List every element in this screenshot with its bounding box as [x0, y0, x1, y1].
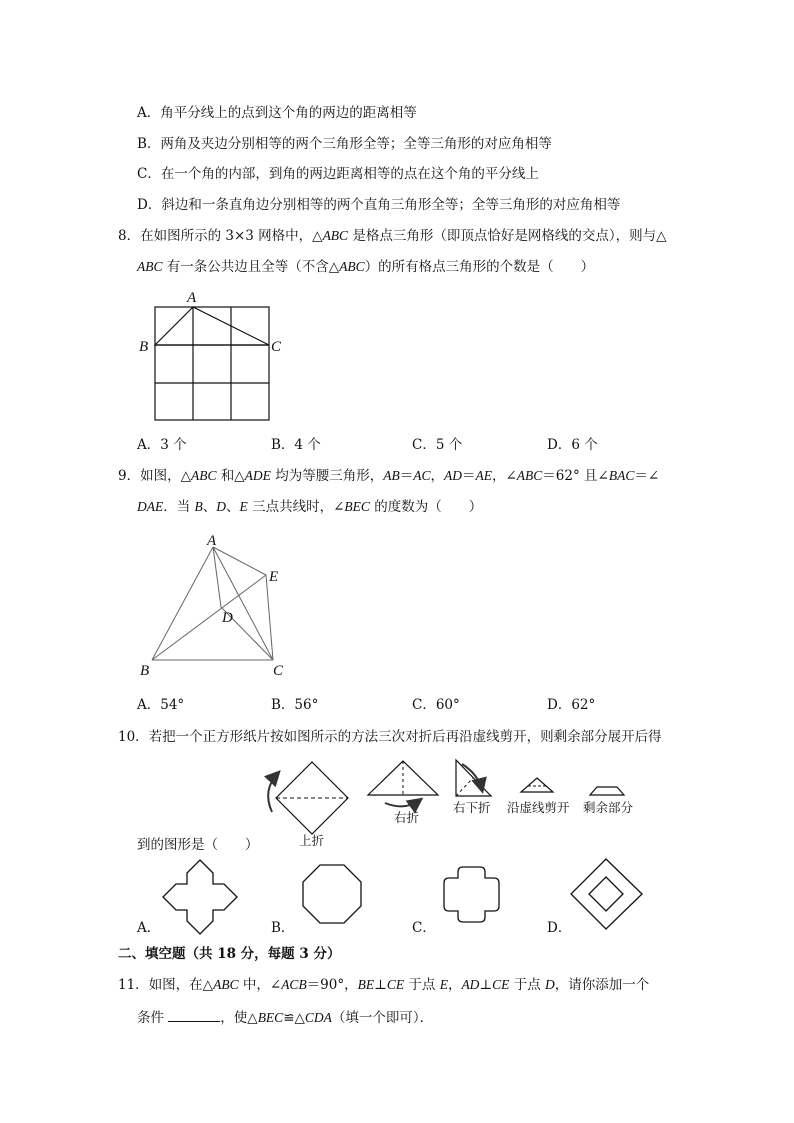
- remaining-label: 剩余部分: [583, 800, 634, 815]
- label-b: B: [139, 339, 149, 355]
- label-b: B: [140, 663, 150, 679]
- q7-option-a: A．角平分线上的点到这个角的两边的距离相等: [137, 105, 417, 121]
- fold-lower-right-label: 右下折: [453, 800, 491, 815]
- section-2-title: 二、填空题（共 18 分，每题 3 分）: [118, 946, 341, 962]
- q8-option-b: B．4 个: [271, 437, 321, 453]
- q8-option-d: D．6 个: [547, 437, 598, 453]
- fold-up-label: 上折: [299, 833, 325, 848]
- q8-stem-line2: ABC 有一条公共边且全等（不含△ABC）的所有格点三角形的个数是（ ）: [137, 259, 595, 275]
- label-e: E: [269, 569, 279, 585]
- option-a-shape: [163, 860, 237, 934]
- q8-option-c: C．5 个: [412, 437, 463, 453]
- answer-blank[interactable]: [168, 1008, 220, 1022]
- q9-option-b: B．56°: [271, 697, 319, 713]
- option-c-shape: [444, 867, 499, 922]
- q8-option-a: A．3 个: [137, 437, 187, 453]
- q10-option-d: D．: [547, 920, 572, 936]
- option-d-shape-outer: [571, 859, 642, 929]
- q11-stem-line1: 11．如图，在△ABC 中，∠ACB＝90°，BE⊥CE 于点 E，AD⊥CE 于点 D，请你添加一个: [118, 977, 650, 993]
- q9-option-c: C．60°: [412, 697, 460, 713]
- q7-option-d: D．斜边和一条直角边分别相等的两个直角三角形全等；全等三角形的对应角相等: [137, 197, 621, 213]
- option-b-shape: [303, 865, 361, 923]
- q8-stem-line1: 8．在如图所示的 3×3 网格中，△ABC 是格点三角形（即顶点恰好是网格线的交点），则与△: [118, 228, 667, 244]
- label-c: C: [273, 663, 284, 679]
- q10-stem-line1: 10．若把一个正方形纸片按如图所示的方法三次对折后再沿虚线剪开，则剩余部分展开后得: [118, 729, 662, 745]
- q7-option-b: B．两角及夹边分别相等的两个三角形全等；全等三角形的对应角相等: [137, 136, 552, 152]
- label-d: D: [222, 610, 233, 626]
- cut-label: 沿虚线剪开: [507, 800, 570, 815]
- label-a: A: [207, 533, 217, 549]
- option-d-shape-inner: [589, 877, 623, 911]
- label-a: A: [187, 290, 197, 306]
- fold-right-label: 右折: [394, 810, 420, 825]
- q7-option-c: C．在一个角的内部，到角的两边距离相等的点在这个角的平分线上: [137, 166, 539, 182]
- q9-option-d: D．62°: [547, 697, 596, 713]
- q10-stem-line2: 到的图形是（ ）: [137, 837, 259, 853]
- label-c: C: [271, 339, 282, 355]
- q11-stem-line2: 条件 ，使△BEC≌△CDA（填一个即可）．: [137, 1010, 434, 1026]
- q10-option-a: A．: [137, 920, 161, 936]
- q9-option-a: A．54°: [137, 697, 185, 713]
- q9-stem-line1: 9．如图，△ABC 和△ADE 均为等腰三角形，AB＝AC，AD＝AE，∠ABC＝62° 且∠BAC＝∠: [118, 468, 660, 484]
- q10-option-c: C．: [412, 920, 436, 936]
- q9-stem-line2: DAE．当 B、D、E 三点共线时，∠BEC 的度数为（ ）: [137, 499, 483, 515]
- q10-option-b: B．: [271, 920, 295, 936]
